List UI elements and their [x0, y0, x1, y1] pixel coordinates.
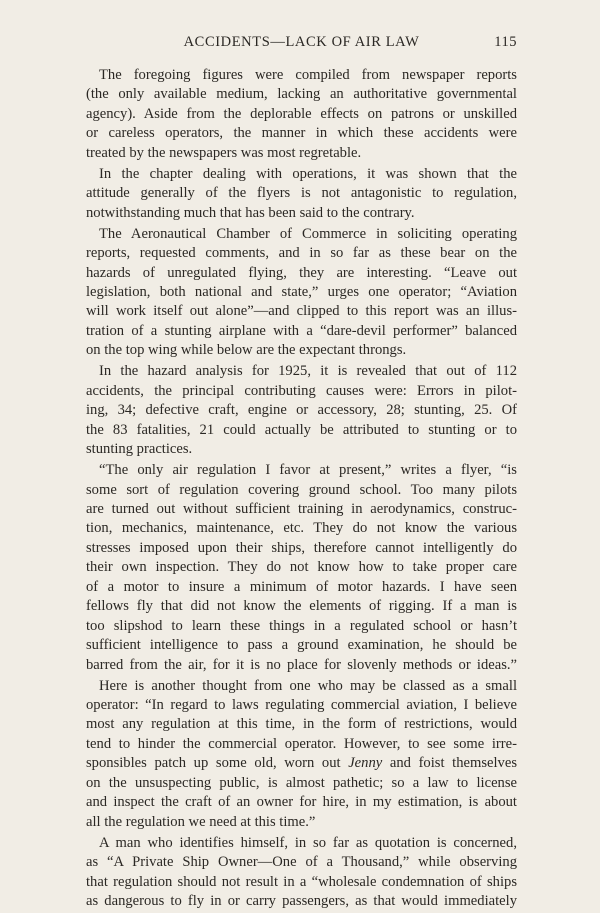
body-text — [86, 66, 517, 913]
text-line: sufficient intelligence to pass a ground examination, he should be — [86, 637, 517, 654]
paragraph — [86, 225, 517, 361]
text-line: “The only air regulation I favor at present,” writes a flyer, “is — [99, 462, 517, 479]
text-line: tration of a stunting airplane with a “dare-devil performer” balanced — [86, 322, 517, 339]
text-line: stresses imposed upon their ships, therefore cannot intelligently do — [86, 539, 517, 556]
text-line: The foregoing figures were compiled from newspaper reports — [99, 67, 517, 83]
text-line: A man who identifies himself, in so far as quotation is concerned, — [99, 834, 517, 851]
text-line: all the regulation we need at this time.” — [86, 813, 316, 830]
italic-term: Jenny — [348, 755, 383, 772]
text-line: In the hazard analysis for 1925, it is revealed that out of 112 — [99, 363, 517, 380]
text-line: hazards of unregulated flying, they are interesting. “Leave out — [86, 264, 517, 281]
text-line: notwithstanding much that has been said to the contrary. — [86, 204, 415, 221]
text-line: on the top wing while below are the expectant throngs. — [86, 342, 407, 359]
text-fragment: and foist themselves — [382, 755, 517, 772]
text-line: or careless operators, the manner in which these accidents were — [86, 125, 517, 142]
text-line: tion, mechanics, maintenance, etc. They do not know the various — [86, 520, 517, 537]
paragraph — [86, 677, 517, 833]
text-line: operator: “In regard to laws regulating commercial aviation, I believe — [86, 697, 517, 713]
text-line: will work itself out alone”—and clipped to this report was an illus- — [86, 303, 517, 320]
text-line — [86, 754, 517, 773]
text-line: agency). Aside from the deplorable effects on patrons or unskilled — [86, 105, 517, 122]
text-line: as dangerous to fly in or carry passengers, as that would immediately — [86, 893, 517, 910]
text-line: ing, 34; defective craft, engine or accessory, 28; stunting, 25. Of — [86, 402, 517, 419]
text-line: that regulation should not result in a “wholesale condemnation of ships — [86, 873, 517, 890]
text-line: tend to hinder the commercial operator. However, to see some irre- — [86, 735, 517, 752]
text-line: Here is another thought from one who may be classed as a small — [99, 677, 517, 694]
paragraph — [86, 461, 517, 675]
text-line: their own inspection. They do not know how to take proper care — [86, 559, 517, 576]
text-line: attitude generally of the flyers is not antagonistic to regulation, — [86, 185, 517, 202]
text-line: In the chapter dealing with operations, it was shown that the — [99, 165, 517, 182]
text-fragment: sponsibles patch up some old, worn out — [86, 755, 349, 772]
text-line: as “A Private Ship Owner—One of a Thousand,” while observing — [86, 854, 517, 871]
text-line: on the unsuspecting public, is almost pathetic; so a law to license — [86, 774, 517, 791]
paragraph — [86, 165, 517, 223]
page-number: 115 — [494, 34, 517, 50]
text-line: are turned out without sufficient training in aerodynamics, construc- — [86, 500, 517, 517]
running-head — [86, 34, 517, 54]
text-line: barred from the air, for it is no place for slovenly methods or ideas.” — [86, 656, 517, 673]
text-line: and inspect the craft of an owner for hire, in my estimation, is about — [86, 794, 517, 811]
text-line: legislation, both national and state,” urges one operator; “Aviation — [86, 283, 517, 300]
text-line: stunting practices. — [86, 441, 193, 458]
text-line: (the only available medium, lacking an authoritative governmental — [86, 86, 517, 103]
text-line: reports, requested comments, and in so far as these bear on the — [86, 245, 517, 262]
text-line: fellows fly that did not know the elements of rigging. If a man is — [86, 598, 517, 615]
text-line: some sort of regulation covering ground school. Too many pilots — [86, 481, 517, 498]
paragraph — [86, 362, 517, 459]
text-line: the 83 fatalities, 21 could actually be attributed to stunting or to — [86, 421, 517, 438]
chapter-title: ACCIDENTS—LACK OF AIR LAW — [183, 34, 420, 50]
text-line: most any regulation at this time, in the form of restrictions, would — [86, 716, 517, 733]
paragraph — [86, 834, 517, 912]
text-line: treated by the newspapers was most regretable. — [86, 144, 362, 161]
paragraph — [86, 66, 517, 163]
text-line: The Aeronautical Chamber of Commerce in soliciting operating — [99, 225, 517, 242]
text-line: accidents, the principal contributing causes were: Errors in pilot- — [86, 382, 517, 399]
text-line: of a motor to insure a minimum of motor hazards. I have seen — [86, 578, 517, 595]
text-line: too slipshod to learn these things in a regulated school or hasn’t — [86, 617, 517, 634]
